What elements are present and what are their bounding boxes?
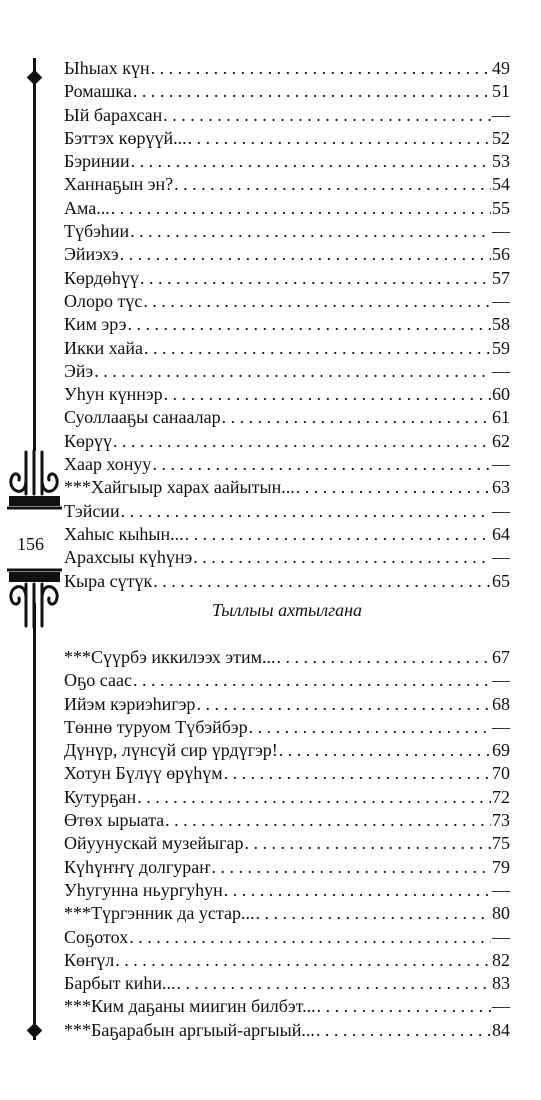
dot-leader — [144, 337, 491, 360]
dot-leader — [163, 104, 491, 127]
toc-entry-page: 60 — [492, 384, 510, 405]
toc-entry — [64, 762, 510, 785]
toc-entry — [64, 290, 510, 313]
dot-leader — [174, 173, 491, 196]
toc-entry — [64, 693, 510, 716]
toc-entry-page: 57 — [492, 267, 510, 288]
toc-entry-title: ***Түргэнник да устар... — [64, 903, 255, 924]
dot-leader — [164, 383, 491, 406]
dot-leader — [317, 995, 491, 1018]
toc-entry-page: 67 — [492, 647, 510, 667]
toc-entry — [64, 832, 510, 855]
toc-entry — [64, 406, 510, 429]
toc-entry — [64, 430, 510, 453]
toc-entry-page: 64 — [492, 523, 510, 544]
toc-entry — [64, 523, 510, 546]
toc-entry-title: ***Баҕарабын аргыый-аргыый... — [64, 1019, 315, 1040]
toc-entry-page: 59 — [492, 337, 510, 358]
dot-leader — [130, 220, 491, 243]
toc-entry-title: Көҥүл — [64, 949, 115, 970]
dot-leader — [143, 290, 491, 313]
dot-leader — [165, 809, 491, 832]
toc-entry-title: Соҕотох — [64, 926, 129, 947]
dot-leader — [249, 716, 491, 739]
toc-entry-page: 73 — [492, 810, 510, 831]
toc-entry-page: — — [492, 996, 510, 1017]
toc-entry-page: — — [492, 454, 510, 475]
toc-entry-page: 75 — [492, 833, 510, 854]
toc-entry — [64, 127, 510, 150]
toc-entry-title: Ийэм кэриэһигэр — [64, 693, 196, 714]
toc-entry — [64, 570, 510, 593]
toc-entry — [64, 716, 510, 739]
toc-entry — [64, 197, 510, 220]
toc-entry-title: Эйэ — [64, 360, 94, 381]
toc-entry-title: Кутурҕан — [64, 786, 137, 807]
dot-leader — [153, 570, 491, 593]
toc-entry-title: Хаар хонуу — [64, 454, 152, 475]
dot-leader — [224, 762, 491, 785]
toc-entry-title: Уһугунна ньургуһун — [64, 879, 223, 900]
toc-entry — [64, 786, 510, 809]
decorative-vertical-rule-top — [33, 58, 36, 451]
toc-entry — [64, 995, 510, 1018]
toc-entry — [64, 267, 510, 290]
section-heading: Тыллыы ахтылгана — [211, 600, 363, 620]
toc-entry-page: 55 — [492, 197, 510, 218]
dot-leader — [279, 739, 491, 762]
toc-entry-title: Барбыт киһи... — [64, 973, 176, 994]
toc-entry — [64, 856, 510, 879]
decorative-vertical-rule-bottom — [33, 603, 36, 1040]
dot-leader — [255, 902, 491, 925]
toc-entry-page: — — [492, 104, 510, 125]
toc-entry-title: ***Сүүрбэ иккилээх этим... — [64, 647, 276, 667]
toc-entry-title: Уһун күннэр — [64, 384, 163, 405]
dot-leader — [188, 127, 491, 150]
dot-leader — [121, 500, 491, 523]
toc-entry — [64, 243, 510, 266]
toc-entry-title: Ойуунускай музейыгар — [64, 833, 244, 854]
toc-entry-title: Өтөх ырыата — [64, 810, 165, 831]
toc-entry — [64, 476, 510, 499]
toc-entry-title: Бэттэх көрүүй... — [64, 127, 187, 148]
toc-entry — [64, 360, 510, 383]
dot-leader — [222, 406, 491, 429]
toc-entry-page: 79 — [492, 856, 510, 877]
dot-leader — [151, 57, 491, 80]
toc-entry — [64, 337, 510, 360]
dot-leader — [129, 926, 491, 949]
dot-leader — [94, 360, 491, 383]
toc-entry-title: ***Хайгыыр харах аайытын... — [64, 477, 295, 498]
toc-entry-title: Эйиэхэ — [64, 244, 119, 265]
table-of-contents-part-1 — [64, 57, 510, 593]
toc-entry — [64, 646, 510, 669]
toc-entry-title: Олоро түс — [64, 290, 143, 311]
toc-entry-page: 82 — [492, 949, 510, 970]
toc-entry — [64, 173, 510, 196]
toc-entry-page: 63 — [492, 477, 510, 498]
toc-entry — [64, 902, 510, 925]
toc-entry-page: 58 — [492, 314, 510, 335]
toc-entry-page: 84 — [492, 1019, 510, 1040]
toc-entry — [64, 739, 510, 762]
toc-entry — [64, 546, 510, 569]
toc-entry-page: 62 — [492, 430, 510, 451]
toc-entry-title: Икки хайа — [64, 337, 143, 358]
toc-entry — [64, 150, 510, 173]
toc-entry-title: Түбэһии — [64, 221, 130, 242]
toc-entry-title: Дүнүр, лүнсүй сир үрдүгэр! — [64, 740, 278, 761]
dot-leader — [152, 453, 491, 476]
dot-leader — [120, 243, 491, 266]
dot-leader — [115, 949, 491, 972]
dot-leader — [131, 150, 491, 173]
toc-entry-title: Оҕо саас — [64, 670, 132, 691]
toc-entry-title: Ыһыах күн — [64, 58, 150, 78]
toc-entry-title: Ый барахсан — [64, 104, 163, 125]
dot-leader — [127, 313, 491, 336]
toc-entry-page: — — [492, 926, 510, 947]
toc-entry-page: 65 — [492, 570, 510, 591]
toc-entry — [64, 220, 510, 243]
toc-entry-title: Ханнаҕын эн? — [64, 174, 174, 195]
dot-leader — [193, 546, 491, 569]
toc-entry-page: — — [492, 360, 510, 381]
toc-entry-page: 54 — [492, 174, 510, 195]
toc-entry-title: Көрүү — [64, 430, 113, 451]
toc-entry — [64, 453, 510, 476]
dot-leader — [244, 832, 491, 855]
dot-leader — [176, 972, 491, 995]
toc-entry-page: 72 — [492, 786, 510, 807]
toc-entry-title: Арахсыы күһүнэ — [64, 547, 193, 568]
toc-entry-page: 53 — [492, 151, 510, 172]
toc-entry — [64, 57, 510, 80]
toc-entry — [64, 972, 510, 995]
toc-entry — [64, 879, 510, 902]
toc-entry-page: 56 — [492, 244, 510, 265]
toc-entry — [64, 80, 510, 103]
toc-entry — [64, 500, 510, 523]
dot-leader — [277, 646, 492, 669]
toc-entry-page: 80 — [492, 903, 510, 924]
toc-entry-title: Тэйсии — [64, 500, 120, 521]
toc-entry-page: 68 — [492, 693, 510, 714]
toc-entry-page: — — [492, 670, 510, 691]
toc-entry-page: — — [492, 290, 510, 311]
toc-entry-title: Ромашка — [64, 81, 132, 102]
toc-entry-page: 52 — [492, 127, 510, 148]
toc-entry-page: 70 — [492, 763, 510, 784]
fleuron-ornament-top-icon — [3, 450, 66, 520]
toc-entry-title: Кыра сүтүк — [64, 570, 153, 591]
toc-entry-title: Бэринии — [64, 151, 130, 172]
page-number: 156 — [17, 534, 44, 554]
dot-leader — [316, 1019, 491, 1042]
table-of-contents-part-2 — [64, 646, 510, 1042]
toc-entry — [64, 949, 510, 972]
toc-entry-page: 69 — [492, 740, 510, 761]
dot-leader — [224, 879, 491, 902]
toc-entry-title: Төннө туруом Түбэйбэр — [64, 716, 248, 737]
toc-entry-title: Хаһыс кыһын... — [64, 523, 184, 544]
toc-entry-page: — — [492, 716, 510, 737]
dot-leader — [211, 856, 491, 879]
toc-entry-page: — — [492, 879, 510, 900]
toc-entry-title: Суоллааҕы санаалар — [64, 407, 221, 428]
toc-entry — [64, 669, 510, 692]
toc-entry — [64, 1019, 510, 1042]
toc-entry-title: Күһүҥҥү долгураҥ — [64, 856, 211, 877]
toc-entry-page: 49 — [492, 58, 510, 78]
dot-leader — [133, 669, 491, 692]
toc-entry-page: 51 — [492, 81, 510, 102]
toc-entry-page: — — [492, 221, 510, 242]
dot-leader — [113, 430, 491, 453]
toc-entry-title: Хотун Бүлүү өрүһүм — [64, 763, 223, 784]
toc-entry — [64, 809, 510, 832]
toc-entry-page: — — [492, 547, 510, 568]
dot-leader — [185, 523, 491, 546]
toc-entry-page: — — [492, 500, 510, 521]
toc-entry-page: 83 — [492, 973, 510, 994]
toc-entry-title: ***Ким даҕаны миигин билбэт... — [64, 996, 316, 1017]
dot-leader — [137, 786, 491, 809]
rule-diamond-ornament-bottom — [27, 1023, 43, 1039]
dot-leader — [196, 693, 491, 716]
dot-leader — [133, 80, 491, 103]
toc-entry — [64, 313, 510, 336]
toc-entry — [64, 383, 510, 406]
toc-entry-page: 61 — [492, 407, 510, 428]
toc-entry-title: Ким эрэ — [64, 314, 127, 335]
toc-entry — [64, 104, 510, 127]
dot-leader — [296, 476, 491, 499]
toc-entry — [64, 926, 510, 949]
toc-entry-title: Көрдөһүү — [64, 267, 139, 288]
dot-leader — [140, 267, 491, 290]
dot-leader — [111, 197, 491, 220]
rule-diamond-ornament-top — [27, 70, 43, 86]
toc-entry-title: Ама... — [64, 197, 110, 218]
